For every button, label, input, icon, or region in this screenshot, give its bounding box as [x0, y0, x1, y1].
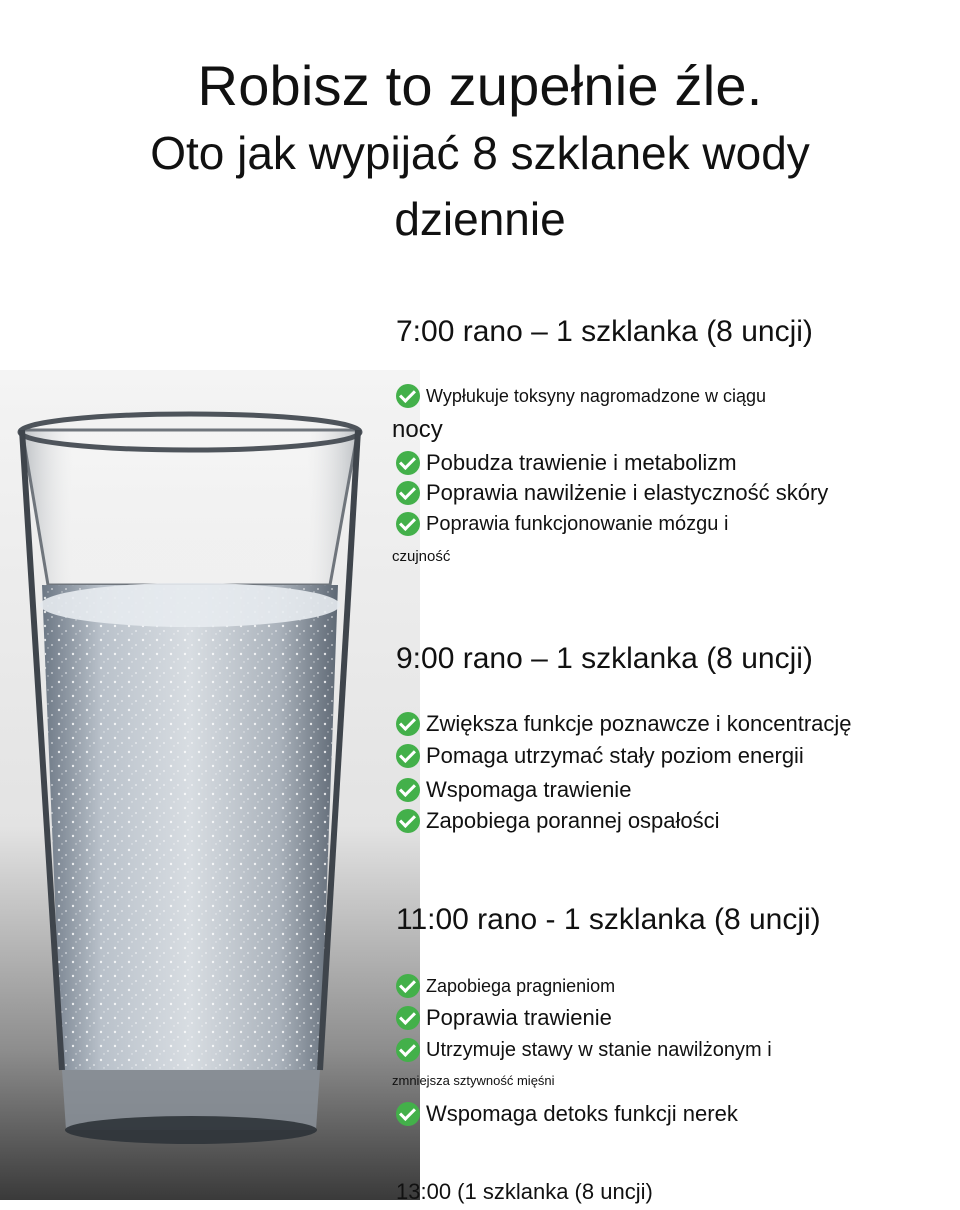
list-item: Poprawia trawienie: [396, 1005, 612, 1031]
list-item: Pobudza trawienie i metabolizm: [396, 450, 737, 476]
title-line-2: Oto jak wypijać 8 szklanek wody: [150, 127, 810, 179]
check-circle-icon: [396, 1038, 420, 1062]
schedule-heading-0900: 9:00 rano – 1 szklanka (8 uncji): [396, 642, 813, 675]
page-title: [0, 52, 960, 252]
schedule-heading-1300: 13:00 (1 szklanka (8 uncji): [396, 1179, 653, 1204]
schedule-heading-1100: 11:00 rano - 1 szklanka (8 uncji): [396, 903, 821, 936]
title-line-3: dziennie: [394, 193, 566, 245]
schedule-heading-0700: 7:00 rano – 1 szklanka (8 uncji): [396, 315, 813, 348]
check-circle-icon: [396, 451, 420, 475]
list-item: Wspomaga detoks funkcji nerek: [396, 1101, 738, 1127]
list-item: Wspomaga trawienie: [396, 777, 631, 803]
check-circle-icon: [396, 384, 420, 408]
check-circle-icon: [396, 744, 420, 768]
list-item-continuation: zmniejsza sztywność mięśni: [392, 1073, 555, 1088]
list-item: Utrzymuje stawy w stanie nawilżonym i: [396, 1038, 772, 1062]
title-line-1: Robisz to zupełnie źle.: [197, 54, 763, 117]
list-item: Wypłukuje toksyny nagromadzone w ciągu: [396, 384, 766, 408]
check-circle-icon: [396, 512, 420, 536]
check-circle-icon: [396, 778, 420, 802]
list-item: Zapobiega pragnieniom: [396, 974, 615, 998]
check-circle-icon: [396, 1102, 420, 1126]
check-circle-icon: [396, 481, 420, 505]
check-circle-icon: [396, 809, 420, 833]
list-item: Poprawia nawilżenie i elastyczność skóry: [396, 480, 828, 506]
list-item-continuation: nocy: [392, 416, 443, 443]
list-item: Zapobiega porannej ospałości: [396, 808, 720, 834]
check-circle-icon: [396, 1006, 420, 1030]
check-circle-icon: [396, 712, 420, 736]
check-circle-icon: [396, 974, 420, 998]
list-item: Pomaga utrzymać stały poziom energii: [396, 743, 804, 769]
list-item: Zwiększa funkcje poznawcze i koncentrację: [396, 711, 852, 737]
water-glass-illustration: [0, 370, 420, 1200]
list-item: Poprawia funkcjonowanie mózgu i: [396, 512, 728, 536]
list-item-continuation: czujność: [392, 548, 451, 565]
